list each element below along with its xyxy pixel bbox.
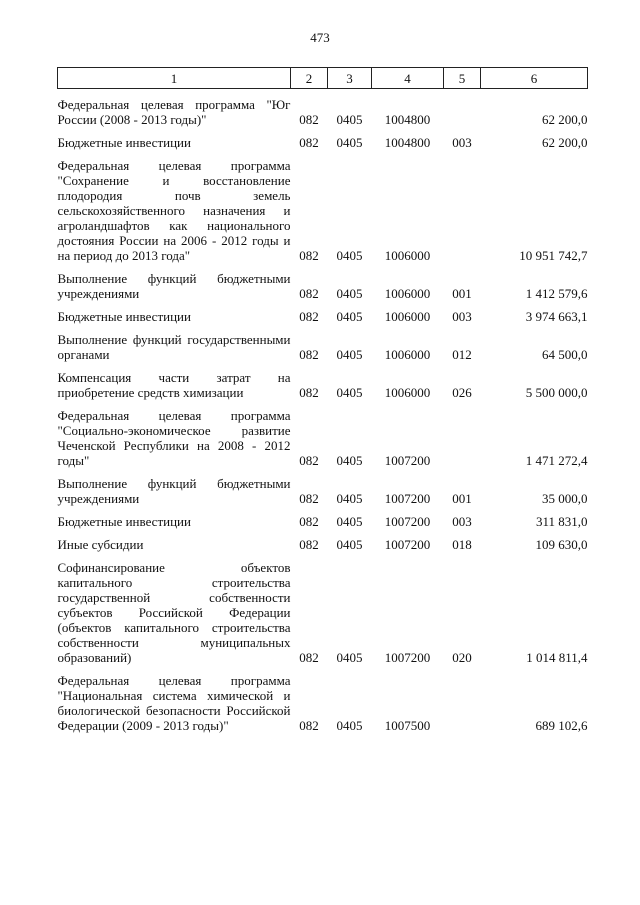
row-name-cell: Софинансирование объектов капитального строительства государственной собственности субъектов Российской Федерации (объектов капитального строительства собственности муниципальных образований) [57, 560, 291, 665]
row-section-code-cell: 0405 [336, 537, 363, 552]
row-section-code-cell: 0405 [336, 135, 363, 150]
row-spacer [58, 400, 588, 408]
row-ministry-code-cell: 082 [299, 514, 319, 529]
row-spacer [58, 324, 588, 332]
table-row [58, 673, 588, 733]
row-amount-cell: 35 000,0 [542, 491, 588, 506]
row-name-cell: Бюджетные инвестиции [57, 309, 191, 324]
row-spacer [58, 127, 588, 135]
table-row [58, 309, 588, 324]
row-amount-cell: 64 500,0 [542, 347, 588, 362]
table-row [58, 514, 588, 529]
row-ministry-code-cell: 082 [299, 650, 319, 665]
table-row [58, 271, 588, 301]
table-row [58, 158, 588, 263]
row-spacer-cell [58, 468, 588, 476]
row-spacer-cell [58, 89, 588, 98]
row-expense-type-cell: 003 [452, 514, 472, 529]
row-name-cell: Федеральная целевая программа "Юг России (2008 - 2013 годы)" [57, 97, 291, 127]
row-article-code-cell: 1007200 [384, 650, 431, 665]
row-amount-cell: 1 412 579,6 [525, 286, 588, 301]
row-section-code-cell: 0405 [336, 347, 363, 362]
row-spacer-cell [58, 400, 588, 408]
row-spacer-cell [58, 529, 588, 537]
row-name-cell: Федеральная целевая программа "Сохранение и восстановление плодородия почв земель сельскохозяйственного назначения и агроландшафтов как национального достояния России на 2006 - 2012 годы и на период до 2013 года" [57, 158, 291, 263]
row-ministry-code-cell: 082 [299, 135, 319, 150]
row-spacer-cell [58, 324, 588, 332]
row-amount-cell: 311 831,0 [535, 514, 588, 529]
table-row [58, 408, 588, 468]
table-row [58, 135, 588, 150]
column-header-6: 6 [481, 68, 588, 89]
row-expense-type-cell: 012 [452, 347, 472, 362]
row-name-cell: Выполнение функций бюджетными учреждениями [57, 476, 291, 506]
row-expense-type-cell [444, 673, 481, 733]
row-amount-cell: 689 102,6 [535, 718, 588, 733]
row-expense-type-cell: 001 [452, 491, 472, 506]
row-section-code-cell: 0405 [336, 286, 363, 301]
row-spacer [58, 529, 588, 537]
row-article-code-cell: 1004800 [384, 135, 431, 150]
row-ministry-code-cell: 082 [299, 453, 319, 468]
table-row [58, 537, 588, 552]
table-row [58, 97, 588, 127]
table-row [58, 476, 588, 506]
row-amount-cell: 5 500 000,0 [525, 385, 588, 400]
row-section-code-cell: 0405 [336, 248, 363, 263]
row-article-code-cell: 1006000 [384, 286, 431, 301]
row-expense-type-cell: 018 [452, 537, 472, 552]
row-spacer-cell [58, 301, 588, 309]
row-ministry-code-cell: 082 [299, 347, 319, 362]
column-header-2: 2 [291, 68, 328, 89]
row-amount-cell: 3 974 663,1 [525, 309, 588, 324]
row-spacer [58, 552, 588, 560]
row-article-code-cell: 1006000 [384, 385, 431, 400]
row-spacer-cell [58, 506, 588, 514]
row-article-code-cell: 1007200 [384, 453, 431, 468]
row-spacer [58, 89, 588, 98]
row-section-code-cell: 0405 [336, 514, 363, 529]
row-spacer-cell [58, 362, 588, 370]
row-article-code-cell: 1004800 [384, 112, 431, 127]
row-expense-type-cell [444, 158, 481, 263]
row-name-cell: Компенсация части затрат на приобретение средств химизации [57, 370, 291, 400]
row-section-code-cell: 0405 [336, 453, 363, 468]
table-row [58, 370, 588, 400]
column-header-4: 4 [372, 68, 444, 89]
row-ministry-code-cell: 082 [299, 112, 319, 127]
row-amount-cell: 1 014 811,4 [526, 650, 588, 665]
row-article-code-cell: 1007200 [384, 514, 431, 529]
row-spacer [58, 301, 588, 309]
row-amount-cell: 62 200,0 [542, 135, 588, 150]
row-section-code-cell: 0405 [336, 491, 363, 506]
row-ministry-code-cell: 082 [299, 537, 319, 552]
row-ministry-code-cell: 082 [299, 385, 319, 400]
row-ministry-code-cell: 082 [299, 248, 319, 263]
row-amount-cell: 1 471 272,4 [525, 453, 588, 468]
row-section-code-cell: 0405 [336, 112, 363, 127]
row-spacer [58, 150, 588, 158]
table-row [58, 560, 588, 665]
row-article-code-cell: 1007200 [384, 537, 431, 552]
column-header-1: 1 [58, 68, 291, 89]
row-ministry-code-cell: 082 [299, 286, 319, 301]
row-spacer-cell [58, 665, 588, 673]
row-expense-type-cell: 020 [452, 650, 472, 665]
table-header-row [58, 68, 588, 89]
row-name-cell: Бюджетные инвестиции [57, 135, 191, 150]
page-number: 473 [310, 30, 330, 45]
row-section-code-cell: 0405 [336, 718, 363, 733]
row-spacer-cell [58, 150, 588, 158]
row-spacer-cell [58, 263, 588, 271]
row-article-code-cell: 1006000 [384, 309, 431, 324]
row-section-code-cell: 0405 [336, 385, 363, 400]
row-amount-cell: 62 200,0 [542, 112, 588, 127]
table-body [58, 89, 588, 734]
row-ministry-code-cell: 082 [299, 718, 319, 733]
row-expense-type-cell: 003 [452, 309, 472, 324]
row-article-code-cell: 1007200 [384, 491, 431, 506]
row-article-code-cell: 1006000 [384, 248, 431, 263]
table-row [58, 332, 588, 362]
row-name-cell: Выполнение функций государственными органами [57, 332, 291, 362]
row-expense-type-cell: 026 [452, 385, 472, 400]
column-header-5: 5 [444, 68, 481, 89]
row-spacer [58, 468, 588, 476]
row-ministry-code-cell: 082 [299, 309, 319, 324]
row-spacer [58, 506, 588, 514]
row-article-code-cell: 1007500 [384, 718, 431, 733]
row-spacer [58, 665, 588, 673]
row-name-cell: Федеральная целевая программа "Национальная система химической и биологической безопасности Российской Федерации (2009 - 2013 годы)" [57, 673, 291, 733]
row-expense-type-cell: 001 [452, 286, 472, 301]
row-name-cell: Федеральная целевая программа "Социально-экономическое развитие Чеченской Республики на 2008 - 2012 годы" [57, 408, 291, 468]
column-header-3: 3 [328, 68, 372, 89]
row-expense-type-cell: 003 [452, 135, 472, 150]
row-name-cell: Бюджетные инвестиции [57, 514, 191, 529]
row-expense-type-cell [444, 408, 481, 468]
row-amount-cell: 10 951 742,7 [519, 248, 588, 263]
row-spacer-cell [58, 552, 588, 560]
row-article-code-cell: 1006000 [384, 347, 431, 362]
row-ministry-code-cell: 082 [299, 491, 319, 506]
row-amount-cell: 109 630,0 [535, 537, 588, 552]
row-spacer [58, 263, 588, 271]
row-name-cell: Выполнение функций бюджетными учреждениями [57, 271, 291, 301]
row-section-code-cell: 0405 [336, 650, 363, 665]
row-expense-type-cell [444, 97, 481, 127]
row-section-code-cell: 0405 [336, 309, 363, 324]
row-spacer [58, 362, 588, 370]
row-spacer-cell [58, 127, 588, 135]
row-name-cell: Иные субсидии [57, 537, 144, 552]
budget-table [57, 67, 588, 733]
